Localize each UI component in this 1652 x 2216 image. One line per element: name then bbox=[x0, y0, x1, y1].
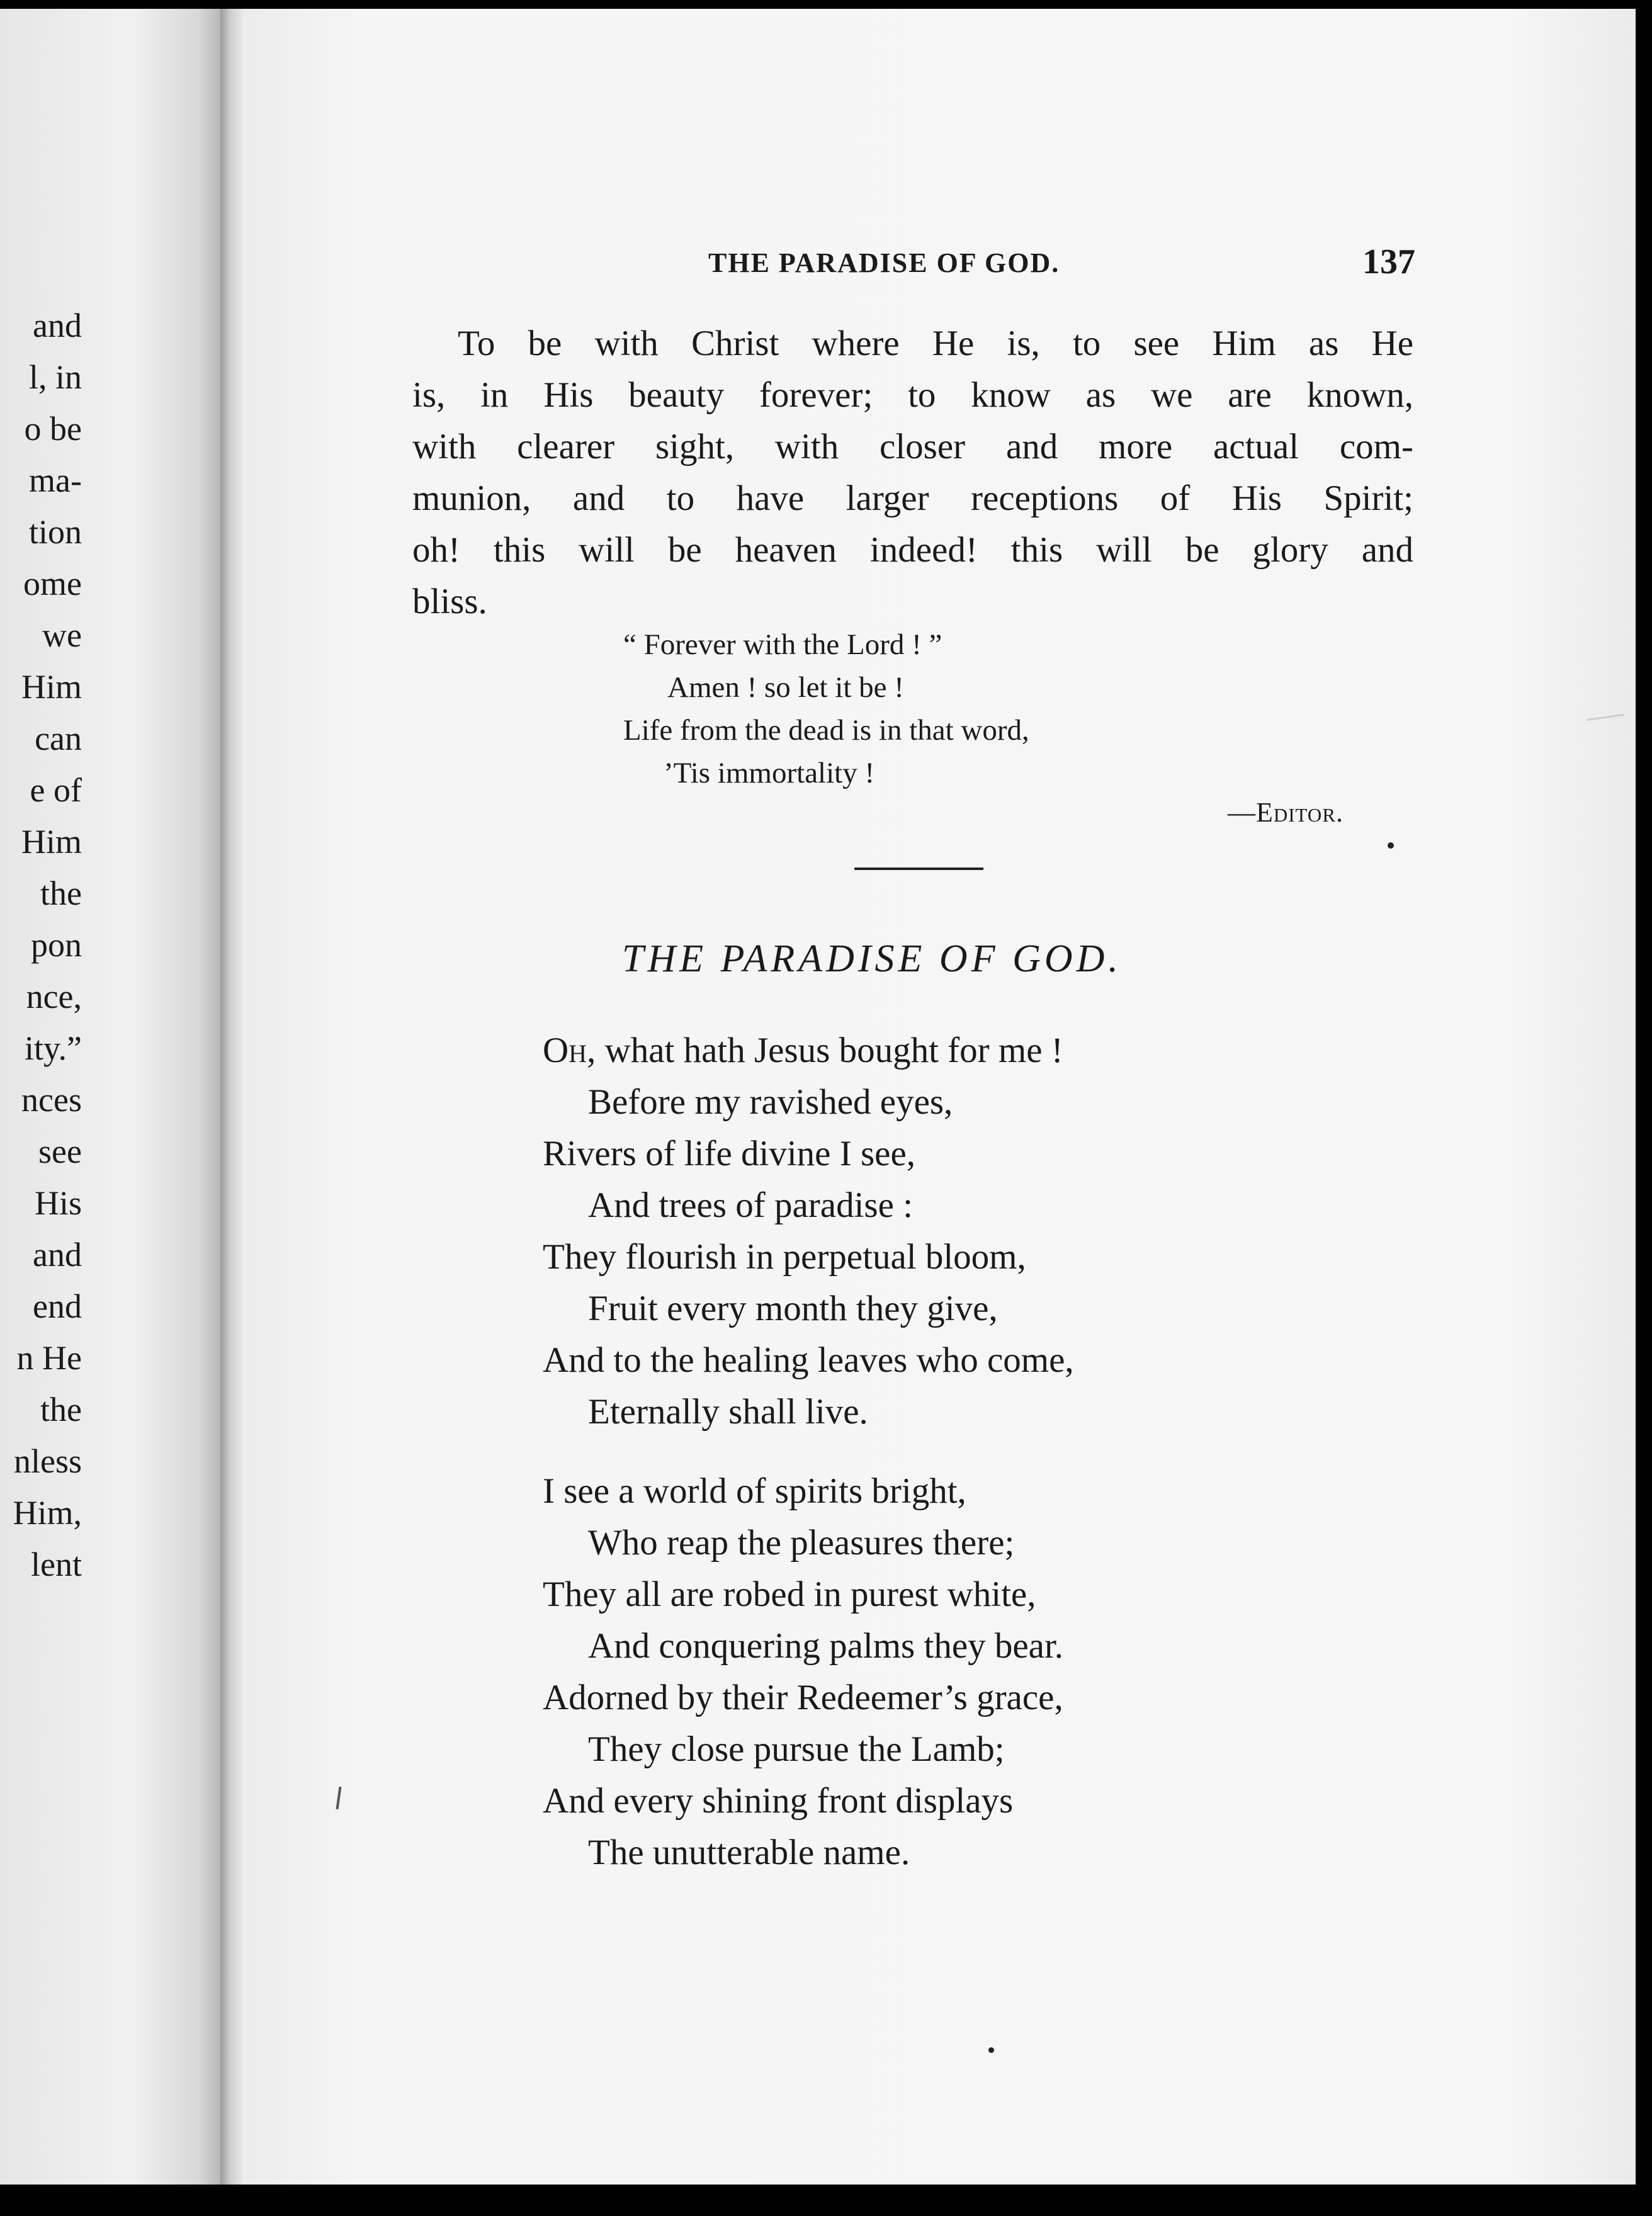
left-fragment: nces bbox=[21, 1081, 82, 1119]
poem-title: THE PARADISE OF GOD. bbox=[622, 937, 1122, 980]
left-fragment: ma- bbox=[29, 461, 82, 499]
prose-line: munion, and to have larger receptions of His Spirit; bbox=[412, 478, 1413, 518]
stanza-2 bbox=[543, 1466, 1074, 1879]
left-fragment: pon bbox=[31, 926, 82, 964]
scan-border-top bbox=[0, 0, 1652, 9]
quote-line: Life from the dead is in that word, bbox=[623, 714, 1029, 747]
prose-line: To be with Christ where He is, to see Him as He bbox=[458, 324, 1413, 363]
page-gutter bbox=[220, 9, 246, 2185]
ink-speck bbox=[1388, 842, 1394, 849]
poem-line-text: , what hath Jesus bought for me ! bbox=[587, 1031, 1063, 1070]
quoted-verse bbox=[623, 623, 1029, 794]
quote-line: “ Forever with the Lord ! ” bbox=[623, 628, 942, 661]
left-fragment: the bbox=[40, 1391, 82, 1428]
poem-line: They flourish in perpetual bloom, bbox=[543, 1237, 1026, 1277]
left-fragment: Him bbox=[21, 668, 82, 706]
poem-line: They all are robed in purest white, bbox=[543, 1574, 1036, 1614]
poem bbox=[543, 1025, 1074, 1906]
running-head: THE PARADISE OF GOD. bbox=[708, 247, 1060, 278]
scan-border-right bbox=[1636, 0, 1652, 2216]
prose-paragraph bbox=[412, 318, 1413, 628]
left-fragment: ome bbox=[23, 565, 82, 602]
quote-line: ’Tis immortality ! bbox=[664, 757, 875, 789]
left-fragment: end bbox=[33, 1287, 82, 1325]
poem-line: Eternally shall live. bbox=[588, 1392, 868, 1432]
poem-line: Adorned by their Redeemer’s grace, bbox=[543, 1678, 1063, 1717]
left-fragment: n He bbox=[16, 1339, 82, 1377]
stanza-1 bbox=[543, 1025, 1074, 1438]
left-fragment: o be bbox=[24, 410, 82, 448]
prose-line: is, in His beauty forever; to know as we are known, bbox=[412, 375, 1413, 415]
poem-line: I see a world of spirits bright, bbox=[543, 1471, 966, 1511]
left-fragment: e of bbox=[30, 771, 82, 809]
poem-line: Who reap the pleasures there; bbox=[588, 1523, 1015, 1563]
left-fragment: tion bbox=[28, 513, 82, 551]
prose-line: with clearer sight, with closer and more actual com- bbox=[412, 427, 1413, 466]
poem-first-word: Oh bbox=[543, 1031, 587, 1070]
poem-line: And trees of paradise : bbox=[588, 1185, 913, 1225]
poem-line: Rivers of life divine I see, bbox=[543, 1134, 915, 1173]
left-fragment: lent bbox=[31, 1546, 82, 1583]
poem-line: The unutterable name. bbox=[588, 1833, 910, 1872]
left-fragment: Him bbox=[21, 823, 82, 861]
poem-line: Before my ravished eyes, bbox=[588, 1082, 953, 1122]
left-fragment: and bbox=[33, 1236, 82, 1274]
left-fragment: nless bbox=[14, 1442, 82, 1480]
prose-line: bliss. bbox=[412, 582, 487, 621]
left-fragment: the bbox=[40, 874, 82, 912]
scan-border-bottom bbox=[0, 2185, 1652, 2216]
section-divider bbox=[854, 868, 983, 870]
left-fragment: nce, bbox=[26, 978, 82, 1015]
left-fragment: His bbox=[34, 1184, 82, 1222]
left-fragment: l, in bbox=[28, 358, 82, 396]
ink-speck bbox=[988, 2047, 994, 2053]
poem-line: Fruit every month they give, bbox=[588, 1289, 998, 1328]
prose-line: oh! this will be heaven indeed! this will be glory and bbox=[412, 530, 1413, 570]
quote-line: Amen ! so let it be ! bbox=[667, 671, 904, 704]
poem-line: They close pursue the Lamb; bbox=[588, 1729, 1005, 1769]
left-fragment: and bbox=[33, 307, 82, 344]
left-fragment: ity.” bbox=[25, 1029, 82, 1067]
page-number: 137 bbox=[1362, 242, 1415, 281]
poem-line: And to the healing leaves who come, bbox=[543, 1340, 1074, 1380]
left-fragment: see bbox=[38, 1133, 82, 1170]
left-fragment: we bbox=[42, 616, 82, 654]
left-fragment: can bbox=[35, 720, 82, 757]
poem-line bbox=[543, 1025, 1074, 1077]
poem-line: And conquering palms they bear. bbox=[588, 1626, 1064, 1666]
poem-line: And every shining front displays bbox=[543, 1781, 1014, 1821]
left-fragment: Him, bbox=[13, 1494, 82, 1532]
attribution: —Editor. bbox=[1227, 797, 1344, 828]
